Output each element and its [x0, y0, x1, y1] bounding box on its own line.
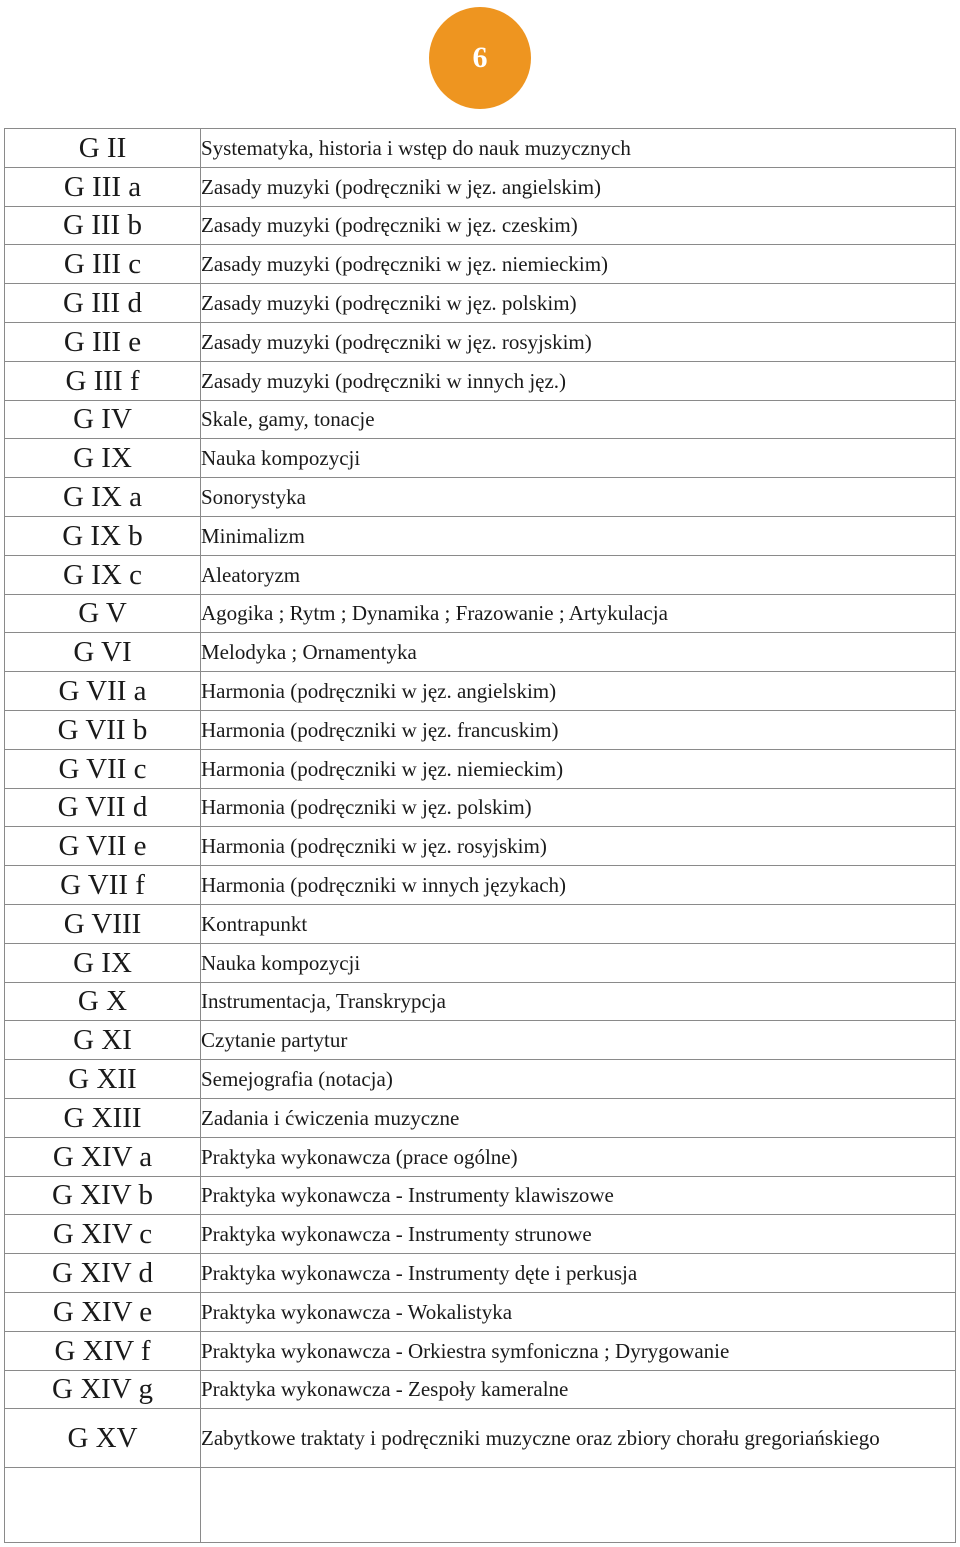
classification-code: G III d	[5, 284, 201, 323]
classification-code: G VII e	[5, 827, 201, 866]
table-row	[5, 1468, 956, 1543]
classification-code	[5, 1468, 201, 1543]
classification-code: G VIII	[5, 904, 201, 943]
classification-code: G III f	[5, 361, 201, 400]
classification-label: Zadania i ćwiczenia muzyczne	[201, 1098, 956, 1137]
page-number-badge: 6	[429, 7, 531, 109]
classification-label: Zasady muzyki (podręczniki w innych jęz.)	[201, 361, 956, 400]
classification-label: Semejografia (notacja)	[201, 1060, 956, 1099]
classification-label: Praktyka wykonawcza - Orkiestra symfoniczna ; Dyrygowanie	[201, 1331, 956, 1370]
table-row	[5, 1254, 956, 1293]
classification-code: G IV	[5, 400, 201, 439]
table-row	[5, 982, 956, 1021]
classification-code: G XI	[5, 1021, 201, 1060]
table-row	[5, 400, 956, 439]
classification-label	[201, 1468, 956, 1543]
classification-label: Nauka kompozycji	[201, 439, 956, 478]
table-row	[5, 1292, 956, 1331]
classification-label: Praktyka wykonawcza - Zespoły kameralne	[201, 1370, 956, 1409]
classification-label: Sonorystyka	[201, 478, 956, 517]
classification-label: Praktyka wykonawcza - Instrumenty klawiszowe	[201, 1176, 956, 1215]
classification-code: G IX a	[5, 478, 201, 517]
classification-label: Minimalizm	[201, 516, 956, 555]
table-row	[5, 1137, 956, 1176]
classification-label: Zasady muzyki (podręczniki w jęz. niemieckim)	[201, 245, 956, 284]
classification-table	[4, 128, 956, 1543]
classification-code: G XIV d	[5, 1254, 201, 1293]
classification-code: G IX	[5, 439, 201, 478]
table-row	[5, 322, 956, 361]
classification-label: Systematyka, historia i wstęp do nauk muzycznych	[201, 129, 956, 168]
classification-label: Czytanie partytur	[201, 1021, 956, 1060]
table-row	[5, 245, 956, 284]
classification-code: G XIV b	[5, 1176, 201, 1215]
classification-code: G III e	[5, 322, 201, 361]
classification-label: Zasady muzyki (podręczniki w jęz. polskim)	[201, 284, 956, 323]
classification-code: G XV	[5, 1409, 201, 1468]
table-row	[5, 672, 956, 711]
table-row	[5, 167, 956, 206]
classification-code: G VII d	[5, 788, 201, 827]
classification-label: Praktyka wykonawcza - Wokalistyka	[201, 1292, 956, 1331]
classification-label: Nauka kompozycji	[201, 943, 956, 982]
table-row	[5, 866, 956, 905]
classification-label: Kontrapunkt	[201, 904, 956, 943]
classification-label: Instrumentacja, Transkrypcja	[201, 982, 956, 1021]
classification-label: Agogika ; Rytm ; Dynamika ; Frazowanie ; Artykulacja	[201, 594, 956, 633]
table-row	[5, 904, 956, 943]
table-row	[5, 1370, 956, 1409]
classification-code: G XIV f	[5, 1331, 201, 1370]
classification-label: Melodyka ; Ornamentyka	[201, 633, 956, 672]
classification-code: G V	[5, 594, 201, 633]
table-row	[5, 1409, 956, 1468]
classification-label: Harmonia (podręczniki w innych językach)	[201, 866, 956, 905]
table-row	[5, 1021, 956, 1060]
classification-label: Harmonia (podręczniki w jęz. niemieckim)	[201, 749, 956, 788]
classification-code: G VII c	[5, 749, 201, 788]
classification-code: G XIV c	[5, 1215, 201, 1254]
classification-label: Praktyka wykonawcza (prace ogólne)	[201, 1137, 956, 1176]
table-row	[5, 478, 956, 517]
classification-code: G XIV g	[5, 1370, 201, 1409]
table-row	[5, 439, 956, 478]
table-row	[5, 129, 956, 168]
classification-code: G IX c	[5, 555, 201, 594]
classification-code: G VI	[5, 633, 201, 672]
classification-label: Zabytkowe traktaty i podręczniki muzyczne oraz zbiory chorału gregoriańskiego	[201, 1409, 956, 1468]
classification-code: G XII	[5, 1060, 201, 1099]
classification-label: Harmonia (podręczniki w jęz. francuskim)	[201, 710, 956, 749]
table-row	[5, 555, 956, 594]
table-row	[5, 516, 956, 555]
classification-code: G IX	[5, 943, 201, 982]
classification-label: Skale, gamy, tonacje	[201, 400, 956, 439]
classification-label: Praktyka wykonawcza - Instrumenty strunowe	[201, 1215, 956, 1254]
classification-code: G III c	[5, 245, 201, 284]
table-row	[5, 710, 956, 749]
table-row	[5, 943, 956, 982]
classification-code: G VII b	[5, 710, 201, 749]
classification-code: G VII f	[5, 866, 201, 905]
table-row	[5, 788, 956, 827]
classification-code: G X	[5, 982, 201, 1021]
table-row	[5, 633, 956, 672]
classification-code: G III b	[5, 206, 201, 245]
table-row	[5, 594, 956, 633]
table-row	[5, 749, 956, 788]
table-row	[5, 1098, 956, 1137]
table-row	[5, 1215, 956, 1254]
classification-code: G II	[5, 129, 201, 168]
table-row	[5, 1176, 956, 1215]
classification-label: Praktyka wykonawcza - Instrumenty dęte i perkusja	[201, 1254, 956, 1293]
classification-label: Harmonia (podręczniki w jęz. polskim)	[201, 788, 956, 827]
table-row	[5, 1060, 956, 1099]
classification-label: Zasady muzyki (podręczniki w jęz. angielskim)	[201, 167, 956, 206]
classification-label: Aleatoryzm	[201, 555, 956, 594]
classification-code: G XIV a	[5, 1137, 201, 1176]
classification-label: Zasady muzyki (podręczniki w jęz. czeskim)	[201, 206, 956, 245]
classification-label: Harmonia (podręczniki w jęz. angielskim)	[201, 672, 956, 711]
classification-code: G III a	[5, 167, 201, 206]
table-row	[5, 1331, 956, 1370]
classification-code: G XIII	[5, 1098, 201, 1137]
table-row	[5, 827, 956, 866]
classification-code: G VII a	[5, 672, 201, 711]
classification-label: Zasady muzyki (podręczniki w jęz. rosyjskim)	[201, 322, 956, 361]
classification-label: Harmonia (podręczniki w jęz. rosyjskim)	[201, 827, 956, 866]
classification-code: G XIV e	[5, 1292, 201, 1331]
table-row	[5, 361, 956, 400]
table-row	[5, 206, 956, 245]
classification-code: G IX b	[5, 516, 201, 555]
table-row	[5, 284, 956, 323]
